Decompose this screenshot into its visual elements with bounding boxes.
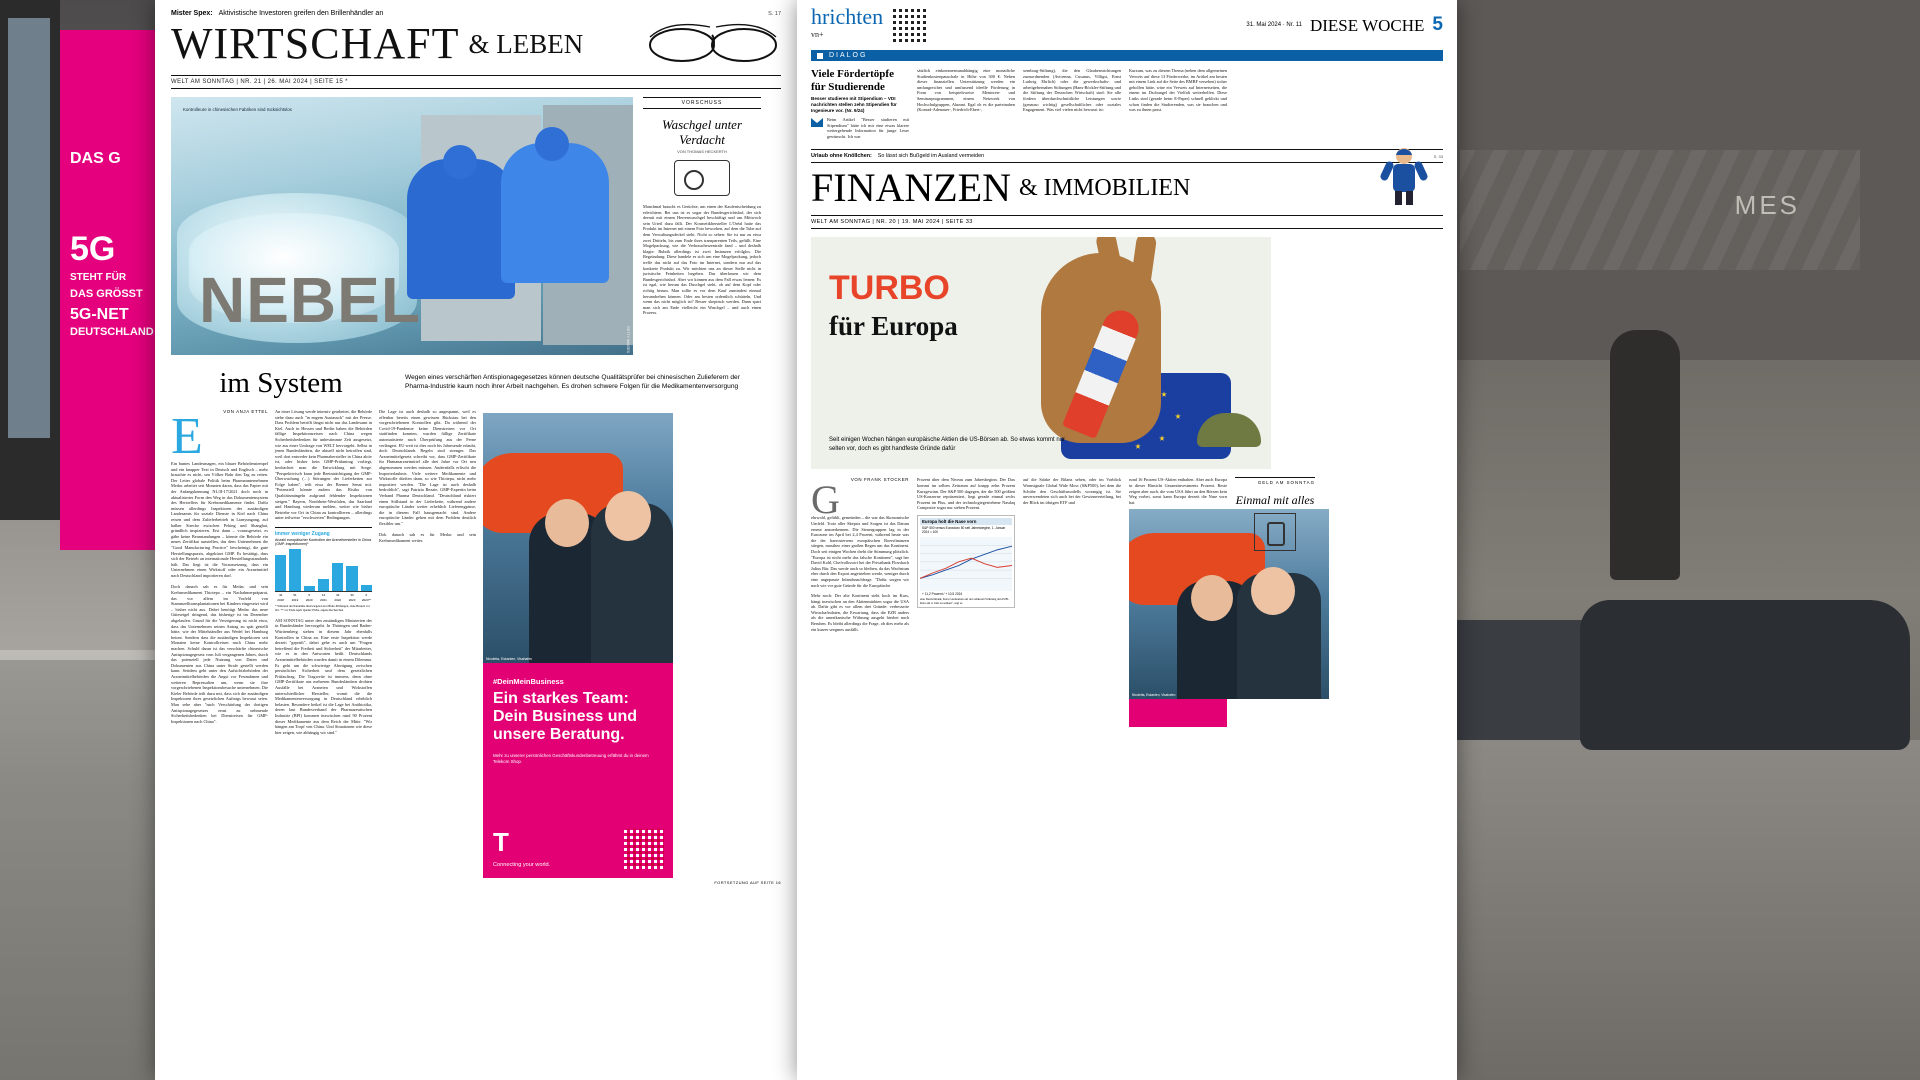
chart-cat-6: 2024** [361,597,371,602]
brand-line-1: hrichten [811,4,884,29]
chart-subtitle: Anzahl europäischer Kontrollen der Arzneihersteller in China (GMP-Inspektionen)* [275,537,372,546]
chart-categories [275,598,372,602]
qr-code[interactable] [624,829,664,869]
fin-col3-text: auf die Stärke der Bilanz sehen, oder im Vorblick Warnsignale Global Wide Mosc (S&P500), bei dem die Schübe den Geschäftsmodells vorrangig ist. Sie unverwendeten sich auch bei der Gewinnverteilung, bei der Blick im übrigen ETF und [1023,477,1121,505]
vorschuss-tag: VORSCHUSS [643,97,761,109]
newspaper-page-vdi [797,0,1457,1080]
teaser-bold: Mister Spex: [171,10,213,17]
article-col1b-text: Doch danach sah es für Medac und sein Krebsmedikament Thiotepa – ein Nachahmerpräparat, das vor allem im Vorfeld von Stammzelltransplantationen bei Kindern eingesetzt wird – bisher nicht aus. Dabei benötigt Medac das neue Güteseigel dringend, das bisherige ist im Dezember abgelaufen. Grund für die Verzögerung ist nicht etwa, dass das Unternehmen seinen Antrag zu spät gestellt hätte, wie der Mittelständler aus Wedel bei Hamburg betont. Sondern dass die zuständigen Inspektoren seit Monaten keine Kontrollreisen nach China mehr machen. Schuld daran ist das verschärfte chinesische Antispionagegesetz vom Juli vergangenen Jahres, durch das potenziell jede Nutzung von Daten und Dokumenten aus China unter Strafe gestellt werden kann. Seitdem geht unter den Aufsichtsbehörden der Arzneimittelbehörden die Angst vor Festnahmen und weiteren Repressalien um, wenn sie ihre vorgeschriebenen Inspektionsbesuche unternehmen. Die Kieler Behörde teilt dazu mit, dass sich die zuständigen Inspektoren ihres gesetzlichen Auftrags bewusst seien. Man sehe aber "nach Verschärfung der dortigen Antispionagegesetzes ernst zu nehmende Sicherheitsbedenken bei Dienstreisen für GMP-Inspektionen nach China". [171,584,268,724]
telekom-ad-strip[interactable] [1129,699,1227,727]
dialog-subhead: Besser studieren mit Stipendium – VDI nachrichten stellen zehn Stipendien für Ingenieure vor. (Nr. 9/24) [811,96,897,113]
shop-door [0,0,60,520]
chart-value-6: 6 [365,592,368,597]
fin-col2-text: Prozent über dem Niveau zum Jahresbeginn. Der Dax kommt im selben Zeitraum auf knapp zehn Prozent Kursgewinn. Der S&P 500 dagegen, der die 500 größten US-Konzerne repräsentiert, liegt gerade einmal sechs Prozent im Plus, und der technologiegetriebene Nasdaq Composite sogar nur sieben Prozent. [917,477,1015,511]
graffiti [1460,150,1860,270]
page-headline: im System [219,367,343,399]
fin-col1b-text: Mehr noch: Der alte Kontinent steht hoch im Kurs, hängt inzwischen an den Aktienmärkten sogar die USA ab. Dafür gibt es vor allem drei Gründe: verbesserte Wirtschaftsdaten, die Erwartung, dass die EZB anders als die amerikanische Währung ausgeht hierbei nach Beruhen. Es bleibt allerdings die Frage, ob dies mehr als ein kurzer seegmes ausfällt. [811,593,909,632]
helicopter-photo-2 [1129,509,1329,699]
fin-col1-text: ehrwohl, gefühlt, gemeinden – die war das Skonomische Umfeld. Trotz aller Skepsis und Sorgen ist das Datum erneut anzuerkennen. Die Steuergruppen lag in der Eurozone im April bei 2,4 Prozent, während heute was die der baerosterreno europäischen Boersfinanzen stiegen, maxtheo einer großen Regen um das Kontinent. Doch seit einigen Wochen dreht die Stimmung plötzlich. "Europa ist nicht mehr das falsche Kontinent", sagt her David Kohl, Chefvolkswirt bei der Privatbank Flossbach Julius Bär. Das werde auch so bleiben, da das Wachstum eher durch den Export angetrieben werde, weniger durch eine angepasste Inlandsnachfrage. "Dafür sorgen wir nach wie vor gute Gründe für die Europäische [811,515,909,588]
turbo-standfirst: Seit einigen Wochen hängen europäische Aktien die US-Börsen ab. So etwas kommt nur selten vor, doch es gibt handfeste Gründe dafür [829,437,1066,452]
poster-line-2: 5G [70,230,116,268]
mail-icon [811,118,823,127]
fin-column-2 [917,477,1015,727]
chart-cat-3: 2021 [320,597,327,602]
glasses-icon [644,15,779,65]
dialog-col3-text: xemburg-Stiftung), die den Glaubensrichtungen zuzuordnenden (Avicenna, Cusanus, Villigst, Ernst Ludwig Ehrlich) oder die gewerkschafts- und arbeitgebernahen Stiftungen (Hans-Böckler-Stiftung und die Stiftung der Deutschen Wirtschaft) sind: Sie alle fördern überdurchschnittliche Leistungen sowie (genauso wichtig) gesellschaftliches oder soziales Engagement. Was viel vielen nicht bewusst ist: [1023,68,1121,113]
article-col3b-text: Dok danach sah es für Medac und sein Krebsmedikament weiter. [379,532,476,544]
dropcap-g: G [811,477,840,523]
article-byline: VON ANJA ETTEL [223,409,268,414]
fin-column-4 [1129,477,1227,727]
article-column-3 [379,409,476,878]
teaser-page-ref: S. 17 [768,11,781,17]
section-title: DIESE WOCHE [1309,16,1425,35]
issue-deck: WELT AM SONNTAG | NR. 21 | 26. MAI 2024 | SEITE 15 * [171,75,781,89]
poster-line-3: STEHT FÜR [70,272,127,283]
dialog-col1-text: Beim Artikel "Besser studieren mit Stipendium" hätte ich mir eine etwas klarere weitergehende Information für junge Leser gewünscht. Ich war [827,117,909,139]
hero-photo [171,97,633,355]
chart-source: * Während der Pandemie überwiegend als Offsite-Prüfungen, ohne Besuch vor Ort. ** vor Ende April Quelle: EMA, eigene Recherchen [275,603,370,612]
wall-text: MES [1734,190,1800,220]
banner-bold: Urlaub ohne Knöllchen: [811,153,872,160]
chart-value-5: 30 [350,592,354,597]
chart-values [275,593,372,597]
dialog-headline: Viele Fördertöpfe für Studierende [811,68,894,93]
article-col2-text: An einer Lösung werde intensiv gearbeitet, die Behörde stehe dazu auch "in engem Austausch" mit der Presse. Dass Problem betrifft längst nicht nur das Landesamt in Kiel. Auch in Hessen und Berlin haben die Behörden fällige Inspektionsreisen nach China wegen Sicherheitsbedenken für unbestimmte Zeit ausgesetzt, wie aus einer Umfrage von WELT hervorgeht. Selbst in jenen Bundesländern, die aktuell nicht betroffen sind, weil dort entweder kein Pharmahersteller in China aktiv ist, oder bisher kein GMP-Prüfantrag vorliegt, beobachtet man die Entwicklung mit Sorge. "Perspektivisch kann jede Beeinträchtigung der GMP-Überwachung (…) Störungen der Lieferketten zur Folge haben", teilt etwa der Bremer Senat mit. "Potenziell könnte zudem das Risiko von Qualitätsmängeln aufgrund fehlender Inspektionen steigen." Bayern, Nordrhein-Westfalen, das Saarland und Hamburg wiederum melden, weiter wie bisher Betriebe vor Ort in China zu kontrollieren – allerdings unter teilweise "erschwerten" Bedingungen. [275,409,372,521]
fan-cheering-icon [1369,143,1439,205]
fin-col4-text: rund 16 Prozent US-Aktien enthalten. Aber auch Europa in dieser Hinsicht Gesamtinvestments Prozent. Reste zeigen aber auch, die vom USA führt an den Börsen kein Weg vorbei, sonst kann Europa derzeit die Nase vorn hat. [1129,477,1227,505]
europe-vs-us-chart [917,515,1015,608]
minichart-annotation: + 11,2 Prozent / + 10,5 2024 [922,591,963,596]
poster-line-1: DAS G [70,150,121,167]
fin-word-1: FINANZEN [811,165,1011,211]
minichart-source: eine Deutschbank, Kurs Lateinamen auf der stärkeren Währung den EZB-Kurs am 4. Juni zu senken", sagt er. [920,596,1009,605]
telekom-advert[interactable] [483,663,673,878]
geld-title: Einmal mit alles [1235,493,1315,508]
vorschuss-text: Manchmal braucht es Gerüchte, um einen der Kaufentscheidung zu erleichtern. Bei uns ist es sogar der Bundesgerichtshof, der sich dermit mit einem Herrenwaschgel beschäftigt und am Mittwoch sein Urteil dazu fällt. Der Kosmetikhersteller L'Oréal hatte das Produkt im Internet mit einem Foto beworben, auf dem die Tube auf dem Verwaltungsdeckel steht. Nicht so sehen: Sie ist nur zu etwa zwei Dritteln, bis zum Ende ihres transparenten Teils, gefüllt. Eine Mogelpackung, wie die Verbraucherzentrale fand – und deshalb klagte. Rubrik allerdings ist zwei Instanzen erfolglos. Die Begründung: Diese handele es sich um eine Mogelpackung, jedoch treffe das nicht auf das Foto im Internet, sondern nur auf das konkrete Produkt zu. Wir möchten uns an dieser Stelle nicht in juristische Feinheiten begeben. Das überlassen wir dem Bundesgerichtshof. Aber wir können aus dem Fall etwas lernen: Es ist egal, wie herum das Duschgel steht, ob auf dem Kopf oder richtig herum. Man sollte es vor dem Kauf zumindest einmal herumdrehen können. Oder am besten ordentlich schütteln. Und wenn das nicht möglich ist? Besser skeptisch werden. Dann spart man sich am Ende vielleicht ein Waschgel – und auch einen Prozess. [643,204,761,316]
teaser-banner[interactable] [811,149,1443,163]
article-col3-text: Die Lage ist auch deshalb so angespannt, weil es offenbar bereits einen gewissen Rückstau bei den vorgeschriebenen Kontrollen gibt. Da während der Covid-19-Pandemie keine Dienstreisen vor Ort stattfinden konnten, wurden fällige Zertifikate automatisierte nach Überprüfung aus der Ferne verlängert. EU-weit ist dies noch bis Jahresende erlaubt, doch Deutschlands Regeln sind strenger. Das Arzneimittelgesetz schreibt vor, dass GMP-Zertifikate für Humanarzneimittel alle drei Jahre vor Ort neu abgenommen werden müssen. Andernfalls erlischt die Importerlaubnis. Viele weitere Medikamente und Wirkstoffe dürften dann, so wie Thiotepa, nicht mehr importiert werden. "Die Lage ist auch deshalb bedrohlich", sagt Patrizia Rezaie, GMP-Expertin beim Verband Pharma Deutschland. "Deutschland riskiert einen Stillstand in der Lieferkette, während andere europäische Länder weiter erheblich Lieferengpässe, die in diesem Fall hausgemacht sind. Andere europäische Länder gehen mit dem Problem deutlich flexibler um." [379,409,476,526]
ad-slogan: Connecting your world. [493,862,551,868]
turbo-line-2: für Europa [829,311,958,342]
dialog-column-2 [917,68,1015,139]
right-rail [483,409,673,878]
dialog-section-bar [811,50,1443,61]
page-number: 5 [1432,14,1443,35]
teaser-text: Aktivistische Investoren greifen den Brillenhändler an [218,10,384,17]
minichart-plot [920,537,1012,591]
dialog-column-1 [811,68,909,139]
qr-code-icon[interactable] [893,8,927,42]
masthead [155,19,797,67]
masthead-word-1: WIRTSCHAFT [171,19,460,68]
newspaper-page-wirtschaft [155,0,797,1080]
photo-credit: Nicoletta, Eskanten, Visahafen [486,657,533,661]
chart-cat-0: 2018 [277,597,284,602]
chart-block [275,527,372,612]
chart-title: Immer weniger Zugang [275,530,330,537]
vorschuss-title: Waschgel unter Verdacht [661,117,743,147]
chart-value-1: 51 [293,592,297,597]
ad-hashtag: #DeinMeinBusiness [493,677,564,686]
article-column-2 [275,409,372,878]
geld-tag: GELD AM SONNTAG [1257,480,1315,486]
turbo-line-1: TURBO [829,269,950,308]
turbo-illustration-block [811,237,1271,469]
chart-value-4: 34 [336,592,340,597]
chart-cat-1: 2019 [291,597,299,602]
ad-body: Mehr zu unserer persönlichen Geschäftskundenbetreuung erfährst du in deinem Telekom Shop. [493,753,649,764]
background-right-street [1400,0,1920,1080]
chart-bars [275,549,372,592]
pedestrian [1610,330,1680,580]
finanzen-masthead [797,163,1457,209]
masthead-word-2: & LEBEN [468,29,584,59]
article-column-1 [171,409,268,878]
telekom-logo: T [493,827,509,857]
dialog-column-3 [1023,68,1121,139]
poster-line-6: DEUTSCHLAND [70,326,154,338]
vorschuss-byline: VON THOMAS HECKERTH [677,149,727,154]
bar-square-icon [817,53,823,59]
banner-page-ref: S. 33 [1433,153,1443,159]
fin-byline: VON FRANK STOCKER [850,477,909,483]
chart-cat-2: 2020 [305,597,313,602]
parked-car-1 [1580,600,1910,750]
minichart-subtitle: S&P 500 versus Eurostoxx 50 seit Jahresbeginn, 1. Januar 2024 = 100 [922,525,1006,534]
banner-text: So lässt sich Bußgeld im Ausland vermeiden [877,153,985,160]
fin-word-2: & IMMOBILIEN [1018,175,1191,202]
fin-column-3 [1023,477,1121,727]
page-subhead: Wegen eines verschärften Antispionagegesetzes können deutsche Qualitätsprüfer bei chinesischen Zulieferern der Pharma-Industrie kaum noch ihrer Arbeit nachgehen. Es drohen schwere Folgen für die Medikamentenversorgung [405,374,740,391]
chart-cat-5: 2023 [348,597,356,602]
fin-column-1 [811,477,909,727]
fin-issue-deck: WELT AM SONNTAG | NR. 20 | 19. MAI 2024 | SEITE 33 [811,215,1443,229]
article-col2b-text: AM SONNTAG unter den zuständigen Ministerien der in Bundesländer hervorgeht. In Thüringen und Baden-Württemberg stehen in diesem Jahr ebenfalls Kontrollen in China an. Eine erste Inspektion werde derzeit "geprüft", dabei gehe es auch um "Fragen betreffend die Freiheit und Sicherheit" der Mitarbeiter, wie es in den Antworten heißt. Deutschlands Arzneimittelbehörden wurden damit in einem Dilemma. Es geht um die schwierige Abwägung zwischen persönlicher Sicherheit und dem gesetzlichen Prüfauftrag. Die Tragweite ist immens, denn ohne GMP-Zertifikate aus mehreren Bundesländern drohten Ausfälle bei Arzneien und Wirkstoffen unterschiedlicher Hersteller, womit die die Medikamentenversorgung in Deutschland erheblich belasten. Besondere heikel ist die Lage bei Antibiotika, deren laut Bundesverband der Pharmazeutischen Industrie (BPI) kommen inzwischen rund 90 Prozent dieser Medikamente aus dem Reich der Mitte. "Wir hängen am Tropf von China. Und Situationen wie diese hier zeigen, wie abhängig wir sind." [275,617,372,735]
tortoise [1197,413,1261,447]
article-col1-text: Ein buntes Landesmagen, ein blauer Behördenstempel und ein knapper Text in Deutsch und Englisch – mehr brauchte es nicht, um Völker Bahr den Tag zu retten. Der Leiter globale Politik beim Pharmaunternehmen Medac arbeitet seit Monaten daran, dass das Papier mit der Anfangskennung NL/II-17/2021 doch noch in aktualisierter Form den Weg in das Dokumentensystem des Herstellers für Krebsmedikamente findet. Dafür müssen allerdings Inspektoren des zuständigen Landesamts für soziale Dienste in Kiel nach China reisen und dem Zulieferbetrieb in Lianyungang, auf halber Strecke zwischen Peking und Shanghai, gründlich inspizieren. Erst dann – vorausgesetzt, es gäbe keine Beanstandungen – könnte die Behörde ein neues Zertifikat ausstellen, das dem Unternehmen die "Good Manufacturing Practice" bescheinigt, die gute Herstellungspraxis, abgekürzt GMP. Es bestätigt, dass sich der Betrieb an internationale Herstellungsstandards hält. Das liegt ist die Voraussetzung, dass ein Unternehmen einen Wirkstoff oder ein Arzneimittel nach Deutschland importieren darf. [171,461,268,578]
poster-line-4: DAS GRÖSST [70,288,143,300]
photo-credit-2: Nicoletta, Eskanten, Visahafen [1132,693,1176,698]
dialog-col4-text: Kurzum, was zu diesem Thema (neben dem allgemeinen Verweis auf diese 13 Förderwerke, im Artikel am besten mit einem Link auf die Seite des BMBF versehen) sicher geholfen hätte, wäre ein Verweis auf Internetseiten, die einem im Dschungel der Vielfalt weiterhelfen. Diese Links sind (gerade beim E-Paper) schnell geklickt und schon finden die Studierenden, was sie brauchen und was zu ihnen passt. [1129,68,1227,113]
hero-overlay-word: NEBEL [199,264,421,336]
continuation-note: FORTSETZUNG AUF SEITE 16 [714,880,781,885]
chart-cat-4: 2022 [334,597,342,602]
dialog-col2-text: sätzlich einkommensunabhängig eine monatliche Studienkostenpauschale in Höhe von 300 €. Neben dieser finanziellen Unterstützung werden ein umfangreiches und umfassend ideelle Förderung in Form von beispielsweise Mentoren- und Seminarprogrammen, einem Netzwerk von Hochschulgruppen, Alumni. Egal ob es die parteinahen (Konrad-Adenauer-, Friedrich-Ebert-, [917,68,1015,113]
dialog-column-4 [1129,68,1227,139]
chart-value-0: 44 [278,592,283,597]
brand-line-2: vn+ [811,30,824,39]
helicopter-photo [483,413,673,663]
minichart-title: Europa holt die Nase vorn [920,518,1012,525]
washing-machine-icon [674,160,730,196]
vorschuss-column [643,97,761,355]
poster-line-5: 5G-NET [70,306,129,323]
hero-credit: GETTY IMAGES [626,326,630,353]
dropcap-e: E [171,408,203,465]
pavement [1400,740,1920,1080]
dialog-column-5 [1235,68,1315,139]
dialog-bar-label: DIALOG [829,52,868,59]
chart-value-3: 14 [321,592,326,597]
hero-caption: Kontrolleure in chinesischen Fabriken sind rücksichtslos [183,107,292,112]
smartphone-icon [1254,513,1296,551]
ad-headline: Ein starkes Team: Dein Business und unsere Beratung. [493,690,638,743]
chart-value-2: 5 [308,592,311,597]
issue-date: 31. Mai 2024 · Nr. 11 [1246,22,1302,28]
brand-logo [811,4,884,44]
